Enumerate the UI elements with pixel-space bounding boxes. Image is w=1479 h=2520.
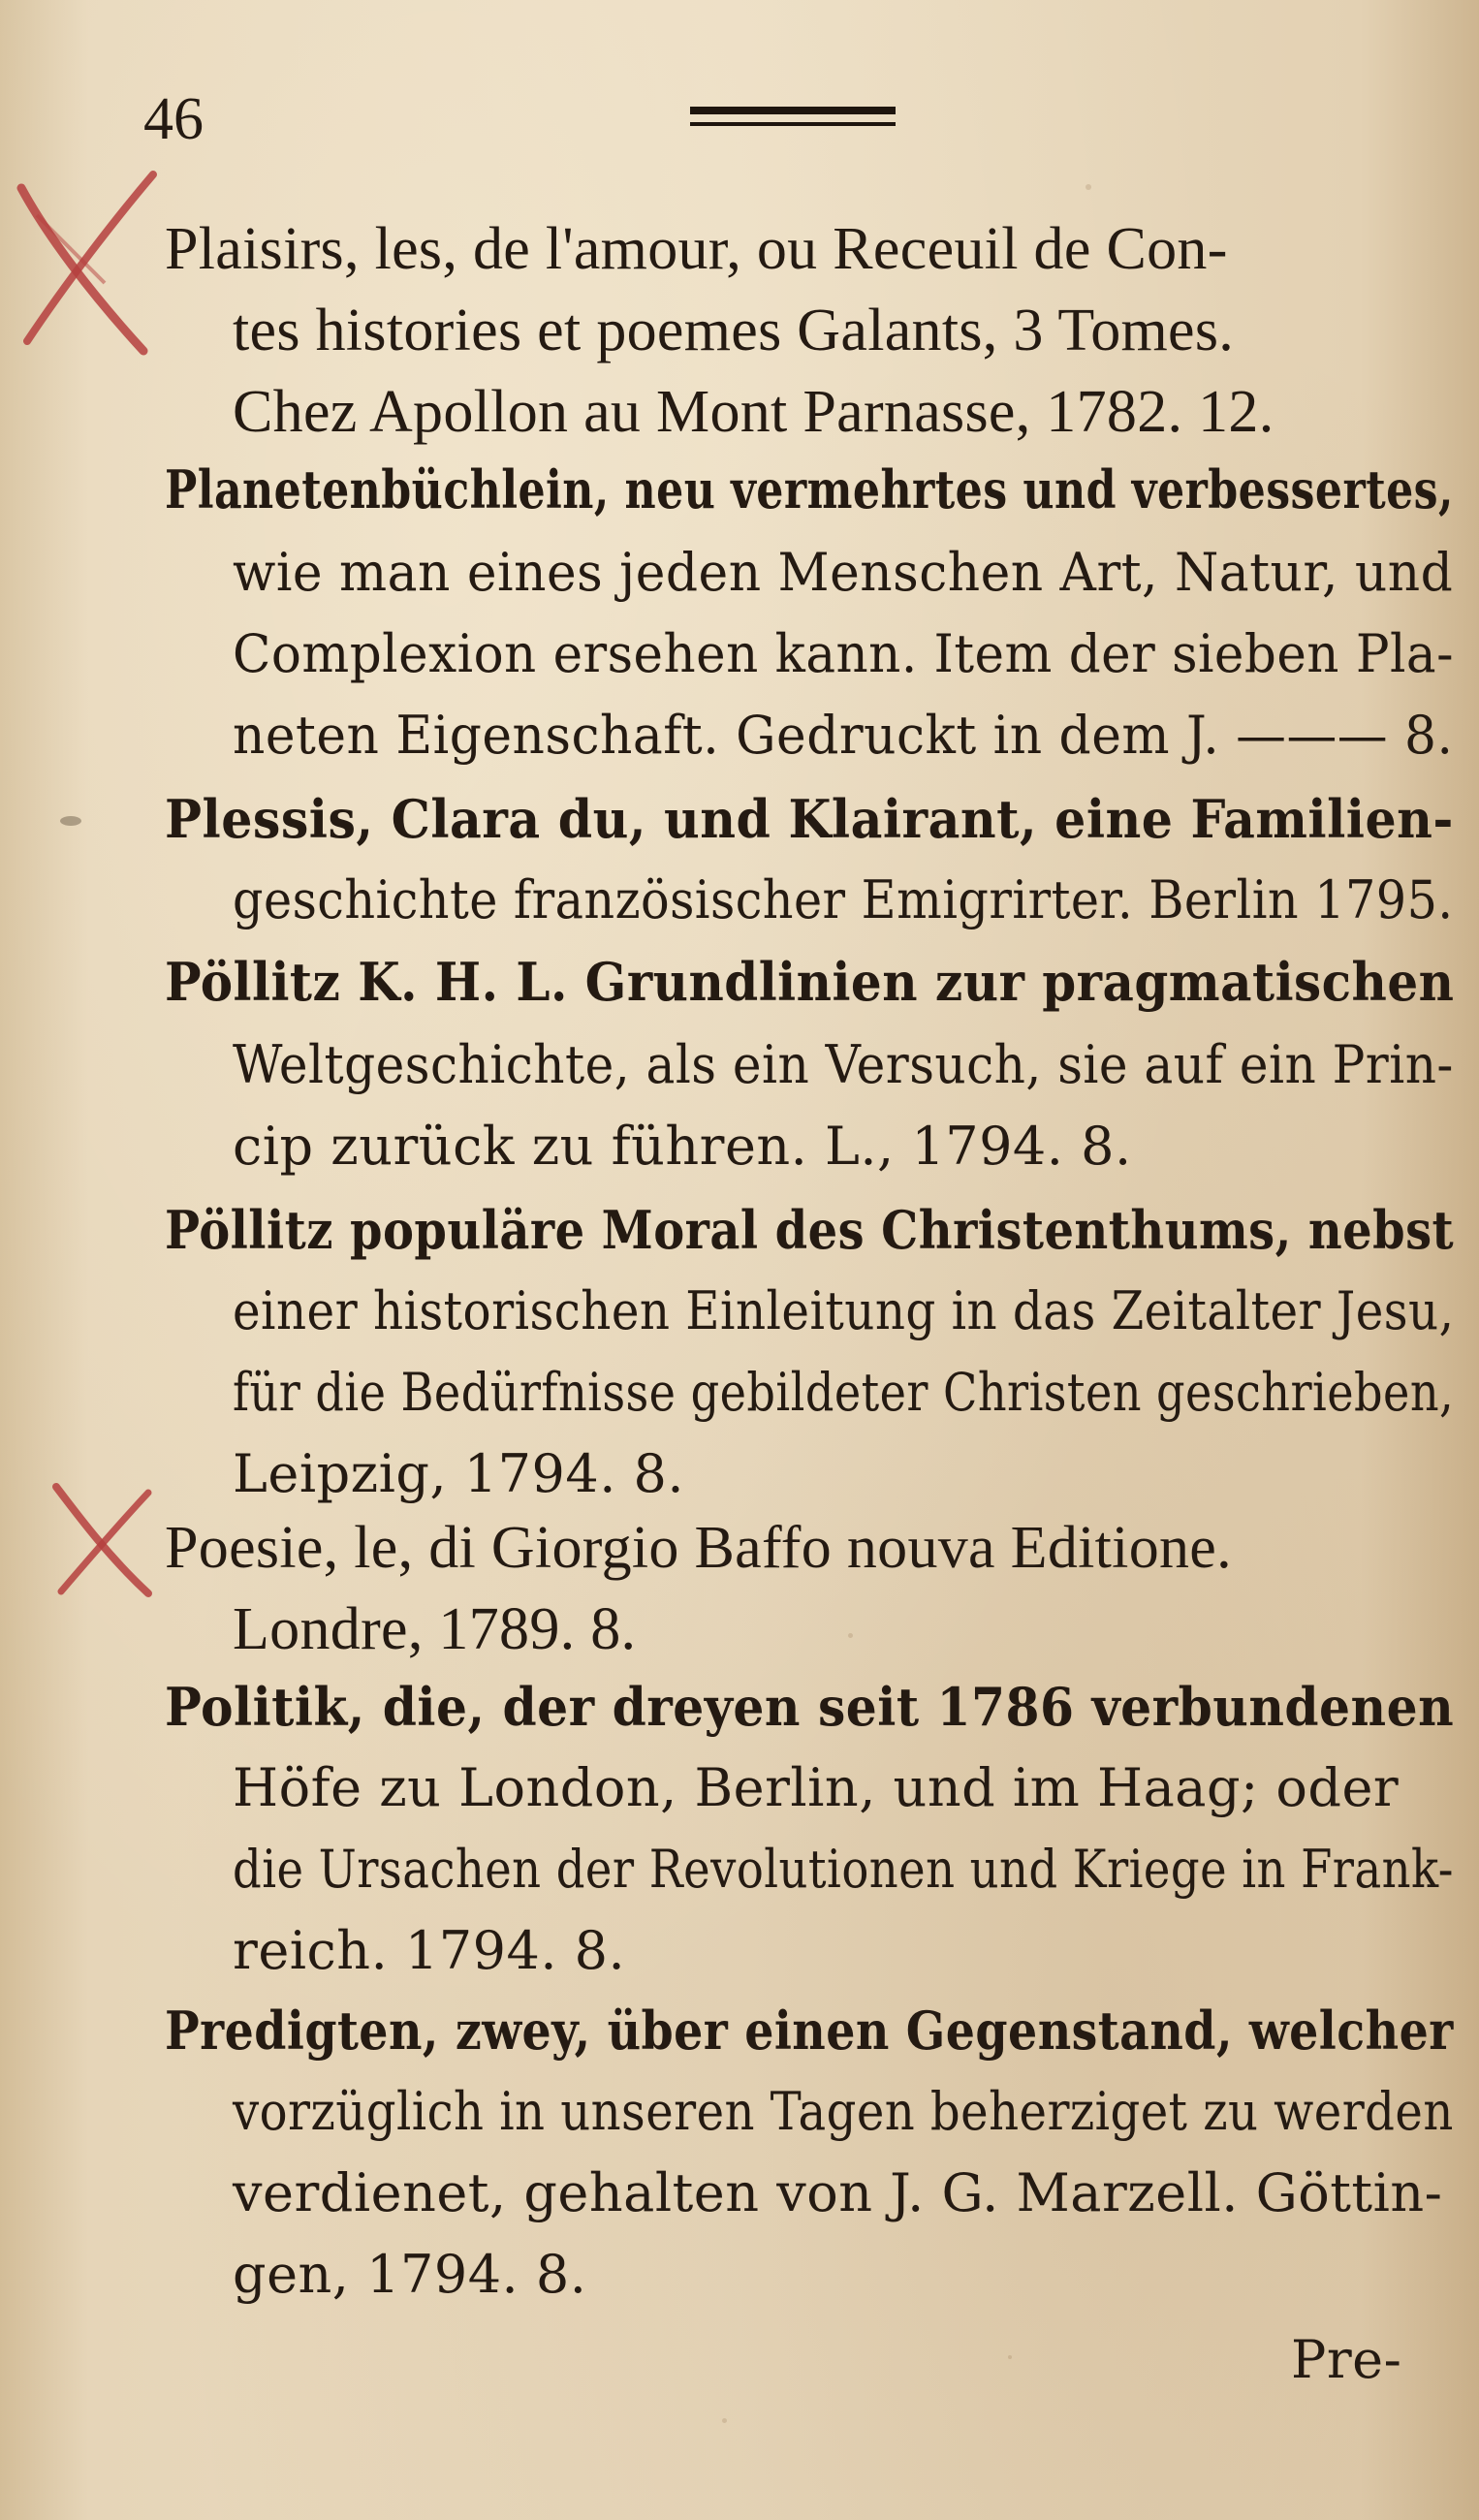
- entry-line-2: Höfe zu London, Berlin, und im Haag; oder: [233, 1757, 1400, 1818]
- entry-line-2: Londre, 1789. 8.: [233, 1596, 637, 1662]
- entry-line-4: reich. 1794. 8.: [233, 1920, 626, 1981]
- page-number: 46: [143, 86, 204, 152]
- foxing-spot: [1086, 184, 1091, 190]
- entry-line-3: Chez Apollon au Mont Parnasse, 1782. 12.: [233, 379, 1274, 445]
- entry-line-4: gen, 1794. 8.: [233, 2244, 587, 2305]
- entry-line-2: tes histories et poemes Galants, 3 Tomes.: [233, 298, 1235, 363]
- entry-line-2: Weltgeschichte, als ein Versuch, sie auf ein Prin-: [233, 1034, 1454, 1095]
- entry-line-1: Pöllitz K. H. L. Grundlinien zur pragmatischen: [165, 951, 1455, 1013]
- red-cross-mark-icon: [8, 167, 163, 356]
- entry-line-1: Politik, die, der dreyen seit 1786 verbundenen: [165, 1676, 1455, 1738]
- entry-line-1: Pöllitz populäre Moral des Christenthums, nebst: [165, 1199, 1455, 1261]
- red-cross-mark-icon: [47, 1475, 158, 1601]
- entry-line-2: geschichte französischer Emigrirter. Berlin 1795.: [233, 869, 1454, 930]
- entry-line-3: cip zurück zu führen. L., 1794. 8.: [233, 1116, 1132, 1177]
- foxing-spot: [722, 2418, 727, 2423]
- entry-line-2: vorzüglich in unseren Tagen beherziget zu werden: [233, 2081, 1454, 2142]
- entry-line-1: Poesie, le, di Giorgio Baffo nouva Editione.: [165, 1515, 1232, 1581]
- header-rule: [690, 107, 896, 114]
- entry-line-2: einer historischen Einleitung in das Zeitalter Jesu,: [233, 1280, 1455, 1341]
- entry-line-2: wie man eines jeden Menschen Art, Natur, und: [233, 542, 1454, 603]
- foxing-spot: [1008, 2355, 1012, 2359]
- entry-line-3: für die Bedürfnisse gebildeter Christen geschrieben,: [233, 1362, 1455, 1423]
- header-rule-thin: [690, 122, 896, 126]
- foxing-spot: [848, 1633, 853, 1638]
- ink-blot: [60, 816, 81, 826]
- entry-line-1: Plessis, Clara du, und Klairant, eine Familien-: [165, 788, 1454, 850]
- entry-line-1: Planetenbüchlein, neu vermehrtes und verbessertes,: [165, 458, 1454, 520]
- entry-line-4: Leipzig, 1794. 8.: [233, 1443, 685, 1504]
- entry-line-1: Plaisirs, les, de l'amour, ou Receuil de Con-: [165, 216, 1228, 282]
- entry-line-3: verdienet, gehalten von J. G. Marzell. Göttin-: [233, 2162, 1443, 2223]
- entry-line-3: die Ursachen der Revolutionen und Kriege in Frank-: [233, 1839, 1454, 1900]
- entry-line-1: Predigten, zwey, über einen Gegenstand, welcher: [165, 2000, 1454, 2062]
- entry-line-4: neten Eigenschaft. Gedruckt in dem J. ——— 8.: [233, 705, 1454, 766]
- entry-line-3: Complexion ersehen kann. Item der sieben Pla-: [233, 623, 1454, 684]
- catchword: Pre-: [1291, 2329, 1402, 2390]
